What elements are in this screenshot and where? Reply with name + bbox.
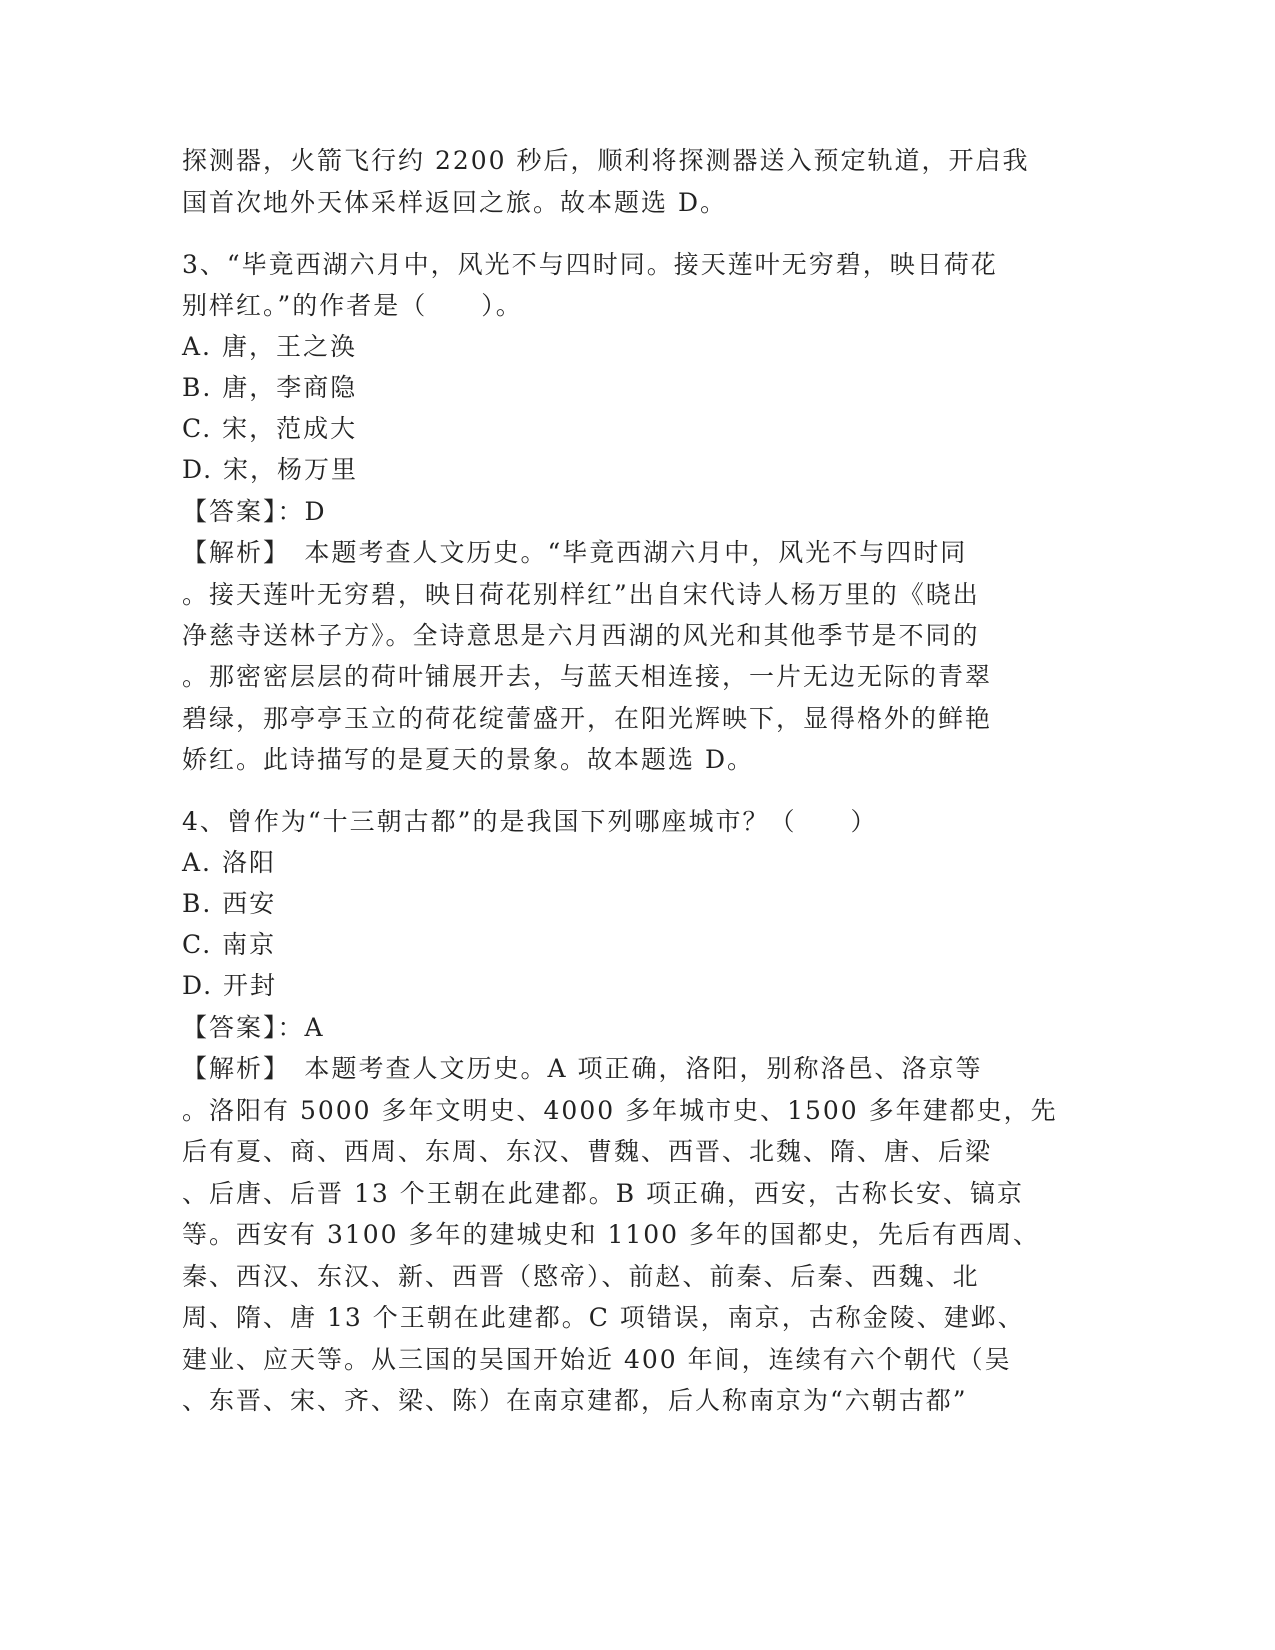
question-4-explanation: 【解析】 本题考查人文历史。A 项正确，洛阳，别称洛邑、洛京等 xyxy=(182,1054,983,1083)
question-4-explanation: 秦、西汉、东汉、新、西晋（愍帝）、前赵、前秦、后秦、西魏、北 xyxy=(182,1262,980,1291)
question-3-explanation: 碧绿，那亭亭玉立的荷花绽蕾盛开，在阳光辉映下，显得格外的鲜艳 xyxy=(182,704,993,733)
question-4-option-c: C. 南京 xyxy=(182,930,277,959)
text-line: 国首次地外天体采样返回之旅。故本题选 D。 xyxy=(182,188,727,217)
question-4-option-a: A. 洛阳 xyxy=(182,848,276,877)
question-3-explanation: 。接天莲叶无穷碧，映日荷花别样红”出自宋代诗人杨万里的《晓出 xyxy=(182,580,980,609)
question-4-explanation: 后有夏、商、西周、东周、东汉、曹魏、西晋、北魏、隋、唐、后梁 xyxy=(182,1137,993,1166)
question-4-explanation: 建业、应天等。从三国的吴国开始近 400 年间，连续有六个朝代（吴 xyxy=(182,1345,1012,1374)
question-3-explanation: 娇红。此诗描写的是夏天的景象。故本题选 D。 xyxy=(182,745,754,774)
question-3-answer: 【答案】：D xyxy=(182,497,327,526)
question-4-explanation: 周、隋、唐 13 个王朝在此建都。C 项错误，南京，古称金陵、建邺、 xyxy=(182,1303,1025,1332)
question-4-stem: 4、曾作为“十三朝古都”的是我国下列哪座城市？（ ） xyxy=(182,807,878,836)
question-3-explanation: 。那密密层层的荷叶铺展开去，与蓝天相连接，一片无边无际的青翠 xyxy=(182,662,993,691)
question-3-explanation: 净慈寺送林子方》。全诗意思是六月西湖的风光和其他季节是不同的 xyxy=(182,621,980,650)
question-4-explanation: 、后唐、后晋 13 个王朝在此建都。B 项正确，西安，古称长安、镐京 xyxy=(182,1179,1025,1208)
question-3-stem: 别样红。”的作者是（ ）。 xyxy=(182,291,523,320)
question-4-explanation: 、东晋、宋、齐、梁、陈）在南京建都，后人称南京为“六朝古都” xyxy=(182,1386,968,1415)
question-3-option-b: B. 唐，李商隐 xyxy=(182,373,358,402)
question-4-answer: 【答案】：A xyxy=(182,1013,325,1042)
question-4-explanation: 。洛阳有 5000 多年文明史、4000 多年城市史、1500 多年建都史，先 xyxy=(182,1096,1058,1125)
text-line: 探测器，火箭飞行约 2200 秒后，顺利将探测器送入预定轨道，开启我 xyxy=(182,146,1030,175)
question-4-option-d: D. 开封 xyxy=(182,971,278,1000)
question-4-option-b: B. 西安 xyxy=(182,889,277,918)
question-3-stem: 3、“毕竟西湖六月中，风光不与四时同。接天莲叶无穷碧，映日荷花 xyxy=(182,250,998,279)
question-3-option-c: C. 宋，范成大 xyxy=(182,414,358,443)
question-3-option-d: D. 宋，杨万里 xyxy=(182,455,359,484)
question-4-explanation: 等。西安有 3100 多年的建城史和 1100 多年的国都史，先后有西周、 xyxy=(182,1220,1041,1249)
question-3-explanation: 【解析】 本题考查人文历史。“毕竟西湖六月中，风光不与四时同 xyxy=(182,538,968,567)
question-3-option-a: A. 唐，王之涣 xyxy=(182,332,357,361)
